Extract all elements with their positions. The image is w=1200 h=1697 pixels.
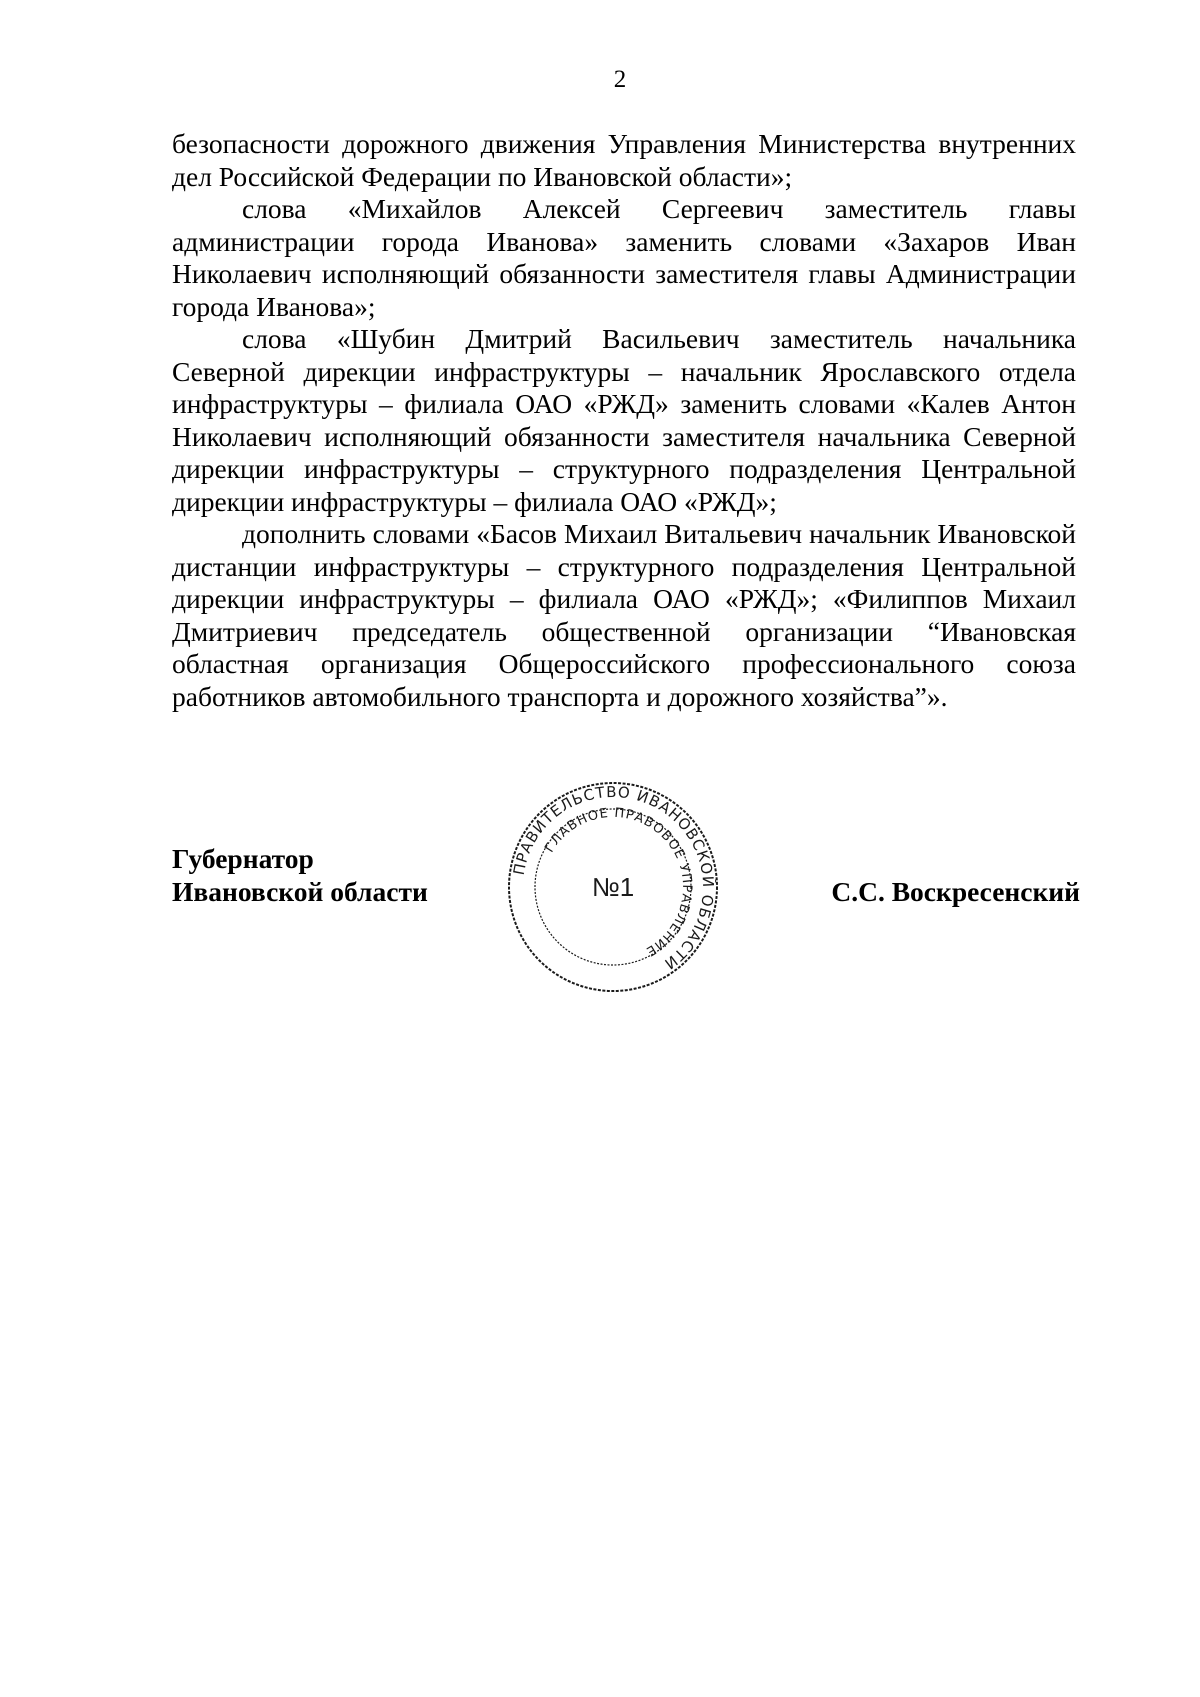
signature-position: [172, 842, 428, 908]
paragraph-4: дополнить словами «Басов Михаил Витальевич начальник Ивановской дистанции инфраструктуры – структурного подразделения Центральной дирекции инфраструктуры – филиала ОАО «РЖД»; «Филиппов Михаил Дмитриевич председатель общественной организации “Ивановская областная организация Общероссийского профессионального союза работников автомобильного транспорта и дорожного хозяйства”».: [172, 518, 1076, 712]
signature-position-line-1: Губернатор: [172, 843, 314, 874]
paragraph-2: слова «Михайлов Алексей Сергеевич заместитель главы администрации города Иванова» заменить словами «Захаров Иван Николаевич исполняющий обязанности заместителя главы Администрации города Иванова»;: [172, 193, 1076, 322]
seal-inner-text: ГЛАВНОЕ ПРАВОВОЕ УПРАВЛЕНИЕ: [542, 805, 695, 959]
paragraph-3: слова «Шубин Дмитрий Васильевич заместитель начальника Северной дирекции инфраструктуры – начальник Ярославского отдела инфраструктуры – филиала ОАО «РЖД» заменить словами «Калев Антон Николаевич исполняющий обязанности заместителя начальника Северной дирекции инфраструктуры – структурного подразделения Центральной дирекции инфраструктуры – филиала ОАО «РЖД»;: [172, 323, 1076, 517]
seal-graphic: [504, 778, 722, 996]
official-seal: [504, 778, 722, 996]
seal-outer-text: ПРАВИТЕЛЬСТВО ИВАНОВСКОЙ ОБЛАСТИ: [509, 782, 718, 974]
document-body: [172, 128, 1076, 713]
paragraph-1: безопасности дорожного движения Управления Министерства внутренних дел Российской Федерации по Ивановской области»;: [172, 128, 1076, 192]
seal-number: №1: [591, 872, 635, 902]
signature-position-line-2: Ивановской области: [172, 876, 428, 907]
page-number: 2: [613, 66, 627, 93]
signer-name: С.С. Воскресенский: [831, 876, 1080, 907]
